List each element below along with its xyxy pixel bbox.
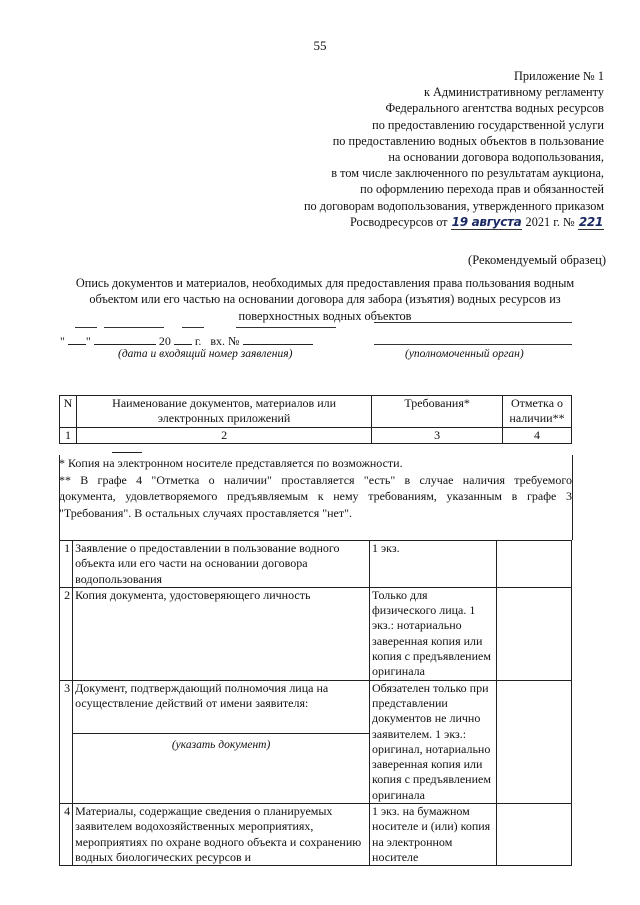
blank-rule [182,327,204,328]
year-field[interactable] [174,333,192,345]
caption-date-number: (дата и входящий номер заявления) [118,348,293,360]
month-field[interactable] [94,333,156,345]
appendix-line: на основании договора водопользования, [388,150,604,165]
documents-table [59,540,572,866]
footnote-2-line: "Требования". В остальных случаях проставляется "нет". [59,505,353,520]
row-requirements: Только для физического лица. 1 экз.: нотариально заверенная копия или копия с предъявлением оригинала [370,587,497,680]
document-title [60,275,590,324]
order-prefix: Росводресурсов от [349,214,448,229]
page-number: 55 [313,38,327,53]
table-row [60,680,572,803]
appendix-line: в том числе заключенного по результатам аукциона, [331,166,604,181]
application-date-line [60,333,313,349]
blank-rule [75,327,97,328]
table-row [60,804,572,866]
handwritten-order-date: 19 августа [451,214,522,229]
row-number: 3 [60,680,73,803]
row-document-name: Заявление о предоставлении в пользование водного объекта или его части на основании договора водопользования [73,541,370,588]
row-number: 4 [60,804,73,866]
column-number: 2 [76,427,371,443]
year-suffix: г. [194,334,202,348]
row-document-name [73,680,370,803]
recommended-sample-label: (Рекомендуемый образец) [468,253,606,267]
notes-right-border [572,455,573,540]
blank-rule [104,327,164,328]
blank-rule [236,327,336,328]
title-line: объектом или его частью на основании договора для забора (изъятия) водных ресурсов из [89,292,561,307]
order-line [184,214,604,230]
specify-document-hint: (указать документ) [171,739,271,752]
header-requirements: Требования* [372,396,503,428]
row-number: 1 [60,541,73,588]
incoming-number-label: вх. № [210,334,240,348]
row-presence-mark[interactable] [497,541,572,588]
appendix-line: по договорам водопользования, утвержденного приказом [303,198,604,213]
day-field[interactable] [68,333,86,345]
header-name: Наименование документов, материалов или электронных приложений [76,396,371,428]
appendix-line: Федерального агентства водных ресурсов [385,101,604,116]
header-table [59,395,572,444]
appendix-header [184,68,604,230]
authority-field-rule[interactable] [374,344,572,345]
appendix-line: по оформлению перехода прав и обязанностей [360,182,604,197]
footnote-separator [112,452,142,453]
row-presence-mark[interactable] [497,680,572,803]
row-document-name: Копия документа, удостоверяющего личность [73,587,370,680]
order-year: 2021 г. № [525,214,575,229]
row-presence-mark[interactable] [497,804,572,866]
appendix-line: по предоставлению водных объектов в пользование [332,133,604,148]
footnote-1: * Копия на электронном носителе представляется по возможности. [59,456,403,470]
caption-authority: (уполномоченный орган) [405,348,524,360]
header-n: N [60,396,77,428]
table-row [60,587,572,680]
row-requirements: Обязателен только при представлении документов не лично заявителем. 1 экз.: оригинал, нотариально заверенная копия или копия с предъявлением оригинала [370,680,497,803]
date-quote-open: " [60,334,65,348]
title-line: поверхностных водных объектов [238,308,412,323]
year-prefix: 20 [158,334,171,348]
row-presence-mark[interactable] [497,587,572,680]
appendix-line: по предоставлению государственной услуги [372,117,604,132]
title-line: Опись документов и материалов, необходимых для предоставления права пользования водным [75,276,575,290]
row-requirements: 1 экз. [370,541,497,588]
header-presence: Отметка о наличии** [503,396,572,428]
column-number: 1 [60,427,77,443]
row-number: 2 [60,587,73,680]
incoming-number-field[interactable] [243,333,313,345]
handwritten-order-number: 221 [578,214,603,229]
row-requirements: 1 экз. на бумажном носителе и (или) копия на электронном носителе [370,804,497,866]
appendix-line: к Административному регламенту [423,85,604,100]
row-document-name-text: Документ, подтверждающий полномочия лица на осуществление действий от имени заявителя: [75,680,329,710]
footnotes [59,455,572,521]
blank-rule [374,322,572,323]
row-document-name: Материалы, содержащие сведения о планируемых заявителем водохозяйственных мероприятиях, мероприятиях по охране водного объекта и сохранению водных биологических ресурсов и [73,804,370,866]
footnote-2-line: документа, удовлетворяемого предъявляемым к нему требованиям, указанным в графе 3 [59,489,572,503]
date-quote-close: " [85,334,91,348]
column-number: 4 [503,427,572,443]
footnote-2-line: ** В графе 4 "Отметка о наличии" проставляется "есть" в случае наличия требуемого [59,472,572,487]
column-number: 3 [372,427,503,443]
table-row [60,541,572,588]
appendix-line: Приложение № 1 [513,69,604,83]
